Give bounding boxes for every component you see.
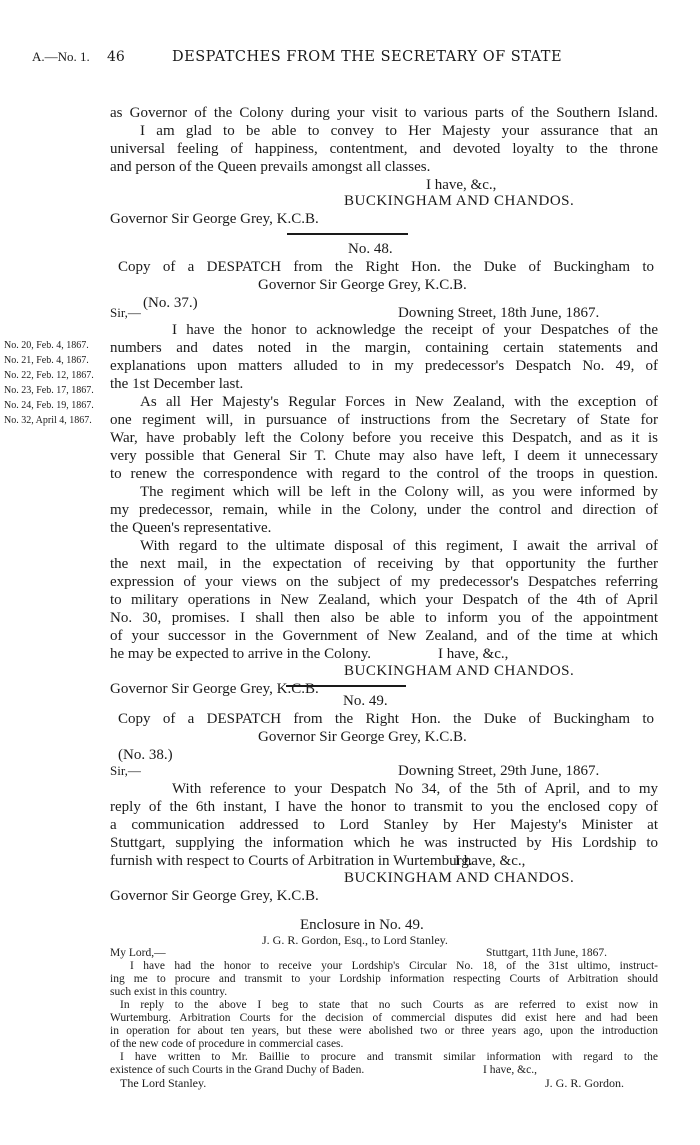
text-line: Wurtemburg. Arbitration Courts for the decision of commercial disputes did exist here and had been <box>110 1012 658 1024</box>
text-line: With reference to your Despatch No 34, of the 5th of April, and to my <box>172 781 658 797</box>
text-line: in operation for about ten years, but these were abolished two or three years ago, upon the introduction <box>110 1025 658 1037</box>
signature: BUCKINGHAM AND CHANDOS. <box>344 870 575 886</box>
despatch-body <box>110 780 658 870</box>
text-line: expression of your views on the subject of my predecessor's Despatches referring <box>110 574 658 590</box>
text-line: he may be expected to arrive in the Colony. <box>110 646 372 662</box>
despatch-title-line: Copy of a DESPATCH from the Right Hon. the Duke of Buckingham to <box>118 259 654 275</box>
text-line: of your successor in the Government of New Zealand, and of the time at which <box>110 628 658 644</box>
section-rule <box>287 233 408 235</box>
place-date: Downing Street, 29th June, 1867. <box>398 763 600 779</box>
text-line: universal feeling of happiness, contentment, and devoted loyalty to the throne <box>110 141 658 157</box>
text-line: one regiment will, in pursuance of instructions from the Secretary of State for <box>110 412 658 428</box>
despatch-title <box>118 710 654 728</box>
signature: BUCKINGHAM AND CHANDOS. <box>344 663 575 679</box>
enclosure-heading: Enclosure in No. 49. <box>300 917 424 933</box>
text-line: of the new code of procedure in commercial cases. <box>110 1038 344 1050</box>
signature: BUCKINGHAM AND CHANDOS. <box>344 193 575 209</box>
text-line: Stuttgart, supplying the information which he was instructed by His Lordship to <box>110 835 658 851</box>
despatch-number: No. 49. <box>343 693 388 709</box>
addressee: Governor Sir George Grey, K.C.B. <box>110 211 319 227</box>
section-rule <box>286 685 406 687</box>
text-line: to military operations in New Zealand, which your Despatch of the 4th of April <box>110 592 658 608</box>
sign-off: I have, &c., <box>438 646 509 662</box>
text-line: to renew the correspondence with regard to the control of the troops in question. <box>110 466 658 482</box>
text-line: reply of the 6th instant, I have the honor to transmit to you the enclosed copy of <box>110 799 658 815</box>
enclosure-subheading: J. G. R. Gordon, Esq., to Lord Stanley. <box>262 933 448 947</box>
margin-note: No. 32, April 4, 1867. <box>4 415 92 426</box>
text-line: I have the honor to acknowledge the receipt of your Despatches of the <box>172 322 658 338</box>
salutation: Sir,— <box>110 763 141 778</box>
place-date: Downing Street, 18th June, 1867. <box>398 305 600 321</box>
text-line: War, have probably left the Colony before you receive this Despatch, and as it is <box>110 430 658 446</box>
text-line: ing me to procure and transmit to your Lordship information respecting Courts of Arbitration should <box>110 973 658 985</box>
page-number: 46 <box>107 49 125 65</box>
document-reference: A.—No. 1. <box>32 49 90 64</box>
despatch-ref: (No. 38.) <box>118 747 173 763</box>
salutation: My Lord,— <box>110 947 166 959</box>
text-line: as Governor of the Colony during your visit to various parts of the Southern Island. <box>110 105 658 121</box>
text-line: numbers and dates noted in the margin, containing certain statements and <box>110 340 658 356</box>
continuation-paragraph <box>110 104 658 176</box>
sign-off: I have, &c., <box>455 853 526 869</box>
margin-note: No. 23, Feb. 17, 1867. <box>4 385 94 396</box>
despatch-number: No. 48. <box>348 241 393 257</box>
text-line: furnish with respect to Courts of Arbitration in Wurtemburg. <box>110 853 473 869</box>
text-line: a communication addressed to Lord Stanley by Her Majesty's Minister at <box>110 817 658 833</box>
text-line: I have written to Mr. Baillie to procure and transmit similar information with regard to the <box>120 1051 658 1063</box>
addressee: Governor Sir George Grey, K.C.B. <box>110 681 319 697</box>
text-line: and person of the Queen prevails amongst all classes. <box>110 159 431 175</box>
text-line: With regard to the ultimate disposal of this regiment, I await the arrival of <box>140 538 658 554</box>
text-line: such exist in this country. <box>110 986 228 998</box>
text-line: explanations upon matters alluded to in my predecessor's Despatch No. 49, of <box>110 358 658 374</box>
margin-note: No. 21, Feb. 4, 1867. <box>4 355 89 366</box>
salutation: Sir,— <box>110 305 141 320</box>
despatch-title-line: Governor Sir George Grey, K.C.B. <box>258 729 467 745</box>
despatch-title-line: Governor Sir George Grey, K.C.B. <box>258 277 467 293</box>
text-line: In reply to the above I beg to state that no such Courts as are referred to exist now in <box>120 999 658 1011</box>
margin-note: No. 20, Feb. 4, 1867. <box>4 340 89 351</box>
sign-off: I have, &c., <box>426 177 497 193</box>
addressee: Governor Sir George Grey, K.C.B. <box>110 888 319 904</box>
despatch-ref: (No. 37.) <box>143 295 198 311</box>
margin-note: No. 24, Feb. 19, 1867. <box>4 400 94 411</box>
place-date: Stuttgart, 11th June, 1867. <box>486 947 607 959</box>
closing-signature: J. G. R. Gordon. <box>545 1076 625 1090</box>
sign-off: I have, &c., <box>483 1064 537 1076</box>
enclosure-body <box>110 960 658 1077</box>
text-line: the Queen's representative. <box>110 520 272 536</box>
despatch-title-line: Copy of a DESPATCH from the Right Hon. the Duke of Buckingham to <box>118 711 654 727</box>
running-title: DESPATCHES FROM THE SECRETARY OF STATE <box>172 49 563 65</box>
text-line: existence of such Courts in the Grand Duchy of Baden. <box>110 1064 365 1076</box>
text-line: No. 30, promises. I shall then also be able to inform you of the appointment <box>110 610 658 626</box>
text-line: the next mail, in the expectation of receiving by that opportunity the further <box>110 556 658 572</box>
despatch-title <box>118 258 654 276</box>
text-line: I have had the honor to receive your Lordship's Circular No. 18, of the 31st ultimo, instruct- <box>130 960 658 972</box>
text-line: I am glad to be able to convey to Her Majesty your assurance that an <box>140 123 658 139</box>
text-line: my predecessor, remain, while in the Colony, under the control and direction of <box>110 502 658 518</box>
closing-addressee: The Lord Stanley. <box>120 1076 207 1090</box>
text-line: very possible that General Sir T. Chute may also have left, I deem it unnecessary <box>110 448 658 464</box>
margin-note: No. 22, Feb. 12, 1867. <box>4 370 94 381</box>
text-line: The regiment which will be left in the Colony will, as you were informed by <box>140 484 658 500</box>
despatch-body <box>110 321 658 663</box>
text-line: the 1st December last. <box>110 376 244 392</box>
text-line: As all Her Majesty's Regular Forces in New Zealand, with the exception of <box>140 394 658 410</box>
margin-notes <box>4 340 104 430</box>
